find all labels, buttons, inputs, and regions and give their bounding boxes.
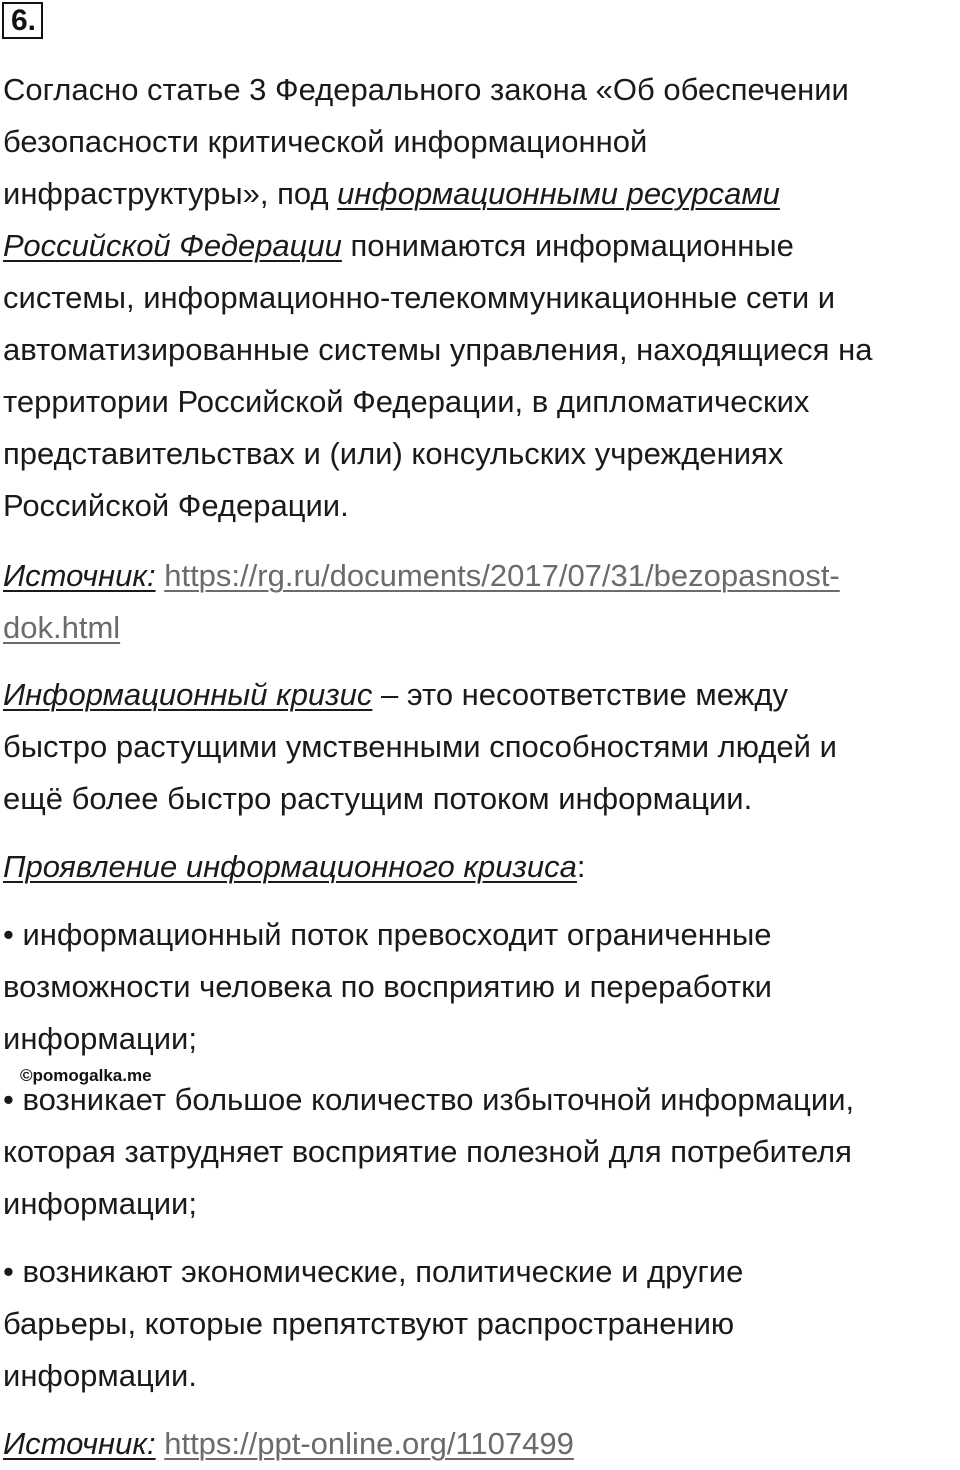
source-paragraph [3,1418,958,1470]
watermark: ©pomogalka.me [20,1066,152,1085]
source-paragraph [3,550,958,654]
intro-line: безопасности критической информационной [3,124,648,159]
list-item-line: информации; [3,1186,197,1221]
list-item [3,1246,958,1402]
crisis-line: быстро растущими умственными способностями людей и [3,729,837,764]
intro-line [3,220,958,272]
intro-text: понимаются информационные [341,228,794,263]
list-item-line: информации; [3,1021,197,1056]
list-item [3,1074,958,1230]
intro-line [3,168,958,220]
intro-paragraph [3,64,958,532]
intro-line: территории Российской Федерации, в дипломатических [3,384,810,419]
list-item-line: которая затрудняет восприятие полезной для потребителя [3,1134,852,1169]
crisis-definition-paragraph [3,669,958,825]
source-link[interactable]: https://rg.ru/documents/2017/07/31/bezopasnost- [164,558,840,593]
source-label: Источник: [3,1426,156,1461]
crisis-text: – это несоответствие между [372,677,788,712]
source-line [3,1418,958,1470]
source-label: Источник: [3,558,156,593]
task-number: 6. [11,4,37,37]
heading-colon: : [576,849,586,884]
list-item-line: • возникает большое количество избыточной информации, [3,1082,855,1117]
manifestation-heading-line [3,841,958,893]
intro-line: Согласно статье 3 Федерального закона «Об обеспечении [3,72,849,107]
source-link-continuation[interactable]: dok.html [3,610,121,645]
list-item-line: барьеры, которые препятствуют распространению [3,1306,735,1341]
intro-line: Российской Федерации. [3,488,349,523]
task-number-box [2,2,43,39]
source-link[interactable]: https://ppt-online.org/1107499 [164,1426,574,1461]
term-russian-federation: Российской Федерации [3,228,342,263]
intro-line: системы, информационно-телекоммуникационные сети и [3,280,836,315]
list-item-line: • возникают экономические, политические и другие [3,1254,744,1289]
list-item-line: информации. [3,1358,197,1393]
term-information-resources: информационными ресурсами [337,176,780,211]
source-line [3,550,958,602]
term-crisis-manifestation: Проявление информационного кризиса [3,849,577,884]
list-item [3,909,958,1065]
crisis-line [3,669,958,721]
intro-text: инфраструктуры», под [3,176,338,211]
intro-line: представительствах и (или) консульских учреждениях [3,436,784,471]
list-item-line: возможности человека по восприятию и переработки [3,969,772,1004]
manifestation-heading [3,841,958,893]
source-line [3,602,958,654]
crisis-line: ещё более быстро растущим потоком информации. [3,781,753,816]
intro-line: автоматизированные системы управления, находящиеся на [3,332,873,367]
list-item-line: • информационный поток превосходит ограниченные [3,917,772,952]
term-information-crisis: Информационный кризис [3,677,373,712]
